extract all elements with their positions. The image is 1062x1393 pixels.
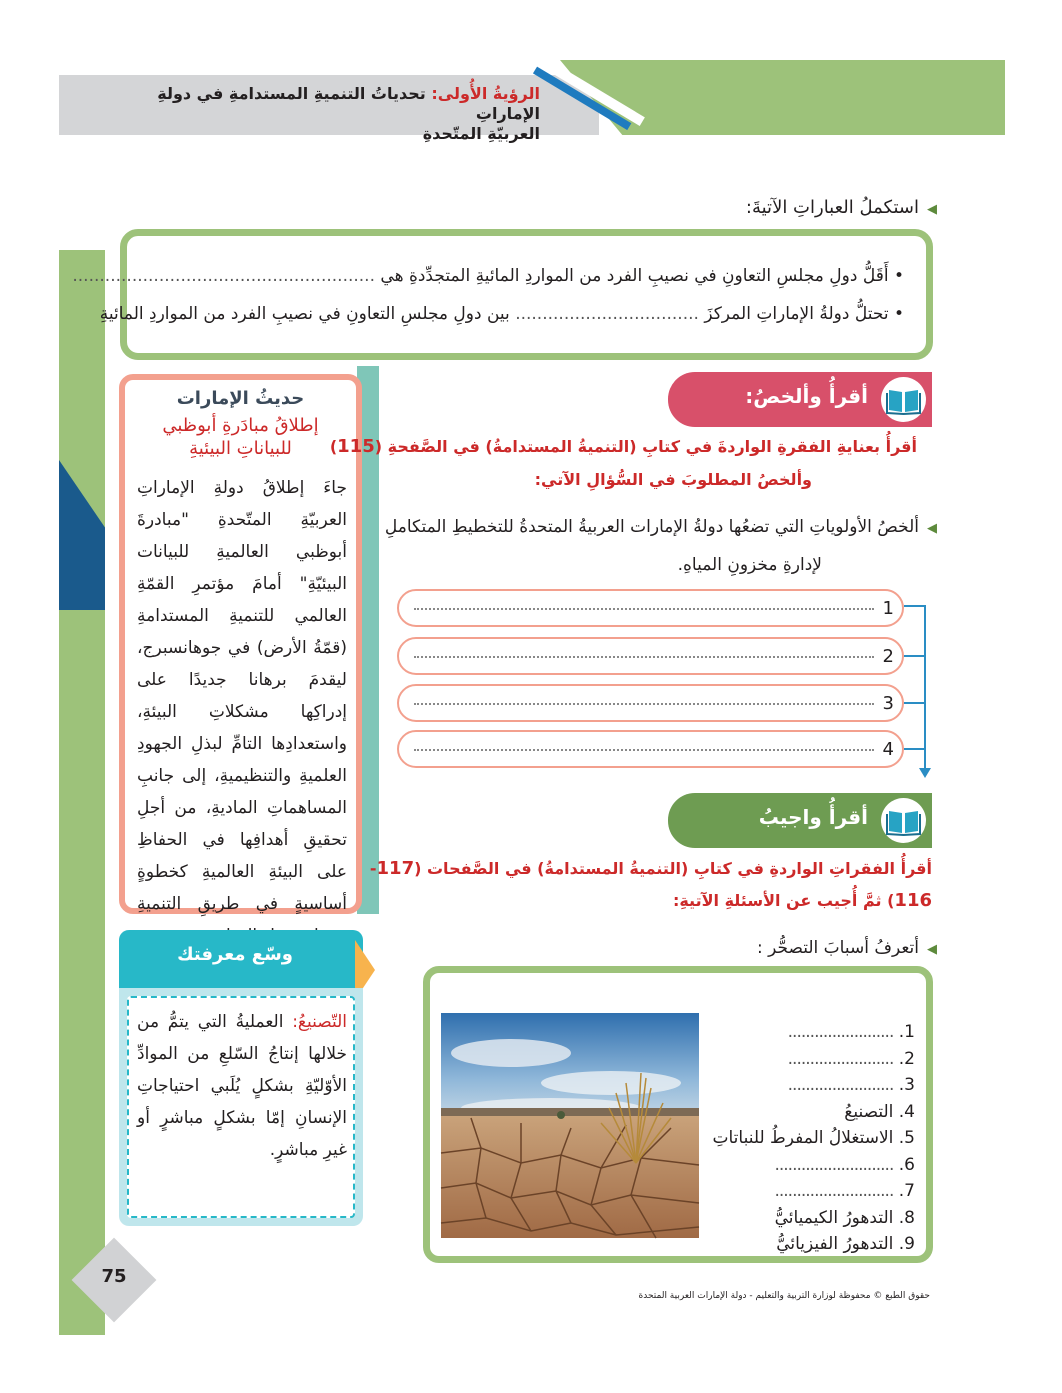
read-answer-banner [668, 793, 932, 848]
emirates-news-box [119, 374, 362, 914]
news-subtitle: إطلاقُ مبادَرةِ أبوظبي للبياناتِ البيئيةِ [162, 415, 319, 459]
statement-2: • تحتلُّ دولةُ الإماراتِ المركزَ .................................. بين دولِ مجلسِ التعاونِ في نصيبِ الفرد من المواردِ المائيةِ [99, 304, 904, 324]
blank-line[interactable]: ........................... [774, 1181, 894, 1201]
answer-line-2[interactable]: 2 [397, 637, 904, 675]
dotted-blank [414, 703, 874, 705]
list-item: 8. التدهورُ الكيميائيُّ [774, 1207, 915, 1228]
desert-photo [441, 1013, 699, 1238]
blank-line[interactable]: ........................... [774, 1154, 894, 1175]
list-item: 7. ........................... [774, 1181, 915, 1201]
arrow-down-icon [919, 768, 931, 778]
knowledge-term: التّصنيعُ: [292, 1012, 347, 1032]
list-item: 9. التدهورُ الفيزيائيُّ [776, 1234, 915, 1254]
book-icon [881, 798, 926, 843]
book-icon [881, 377, 926, 422]
title-line2: العربيّةِ المتّحدةِ [422, 124, 540, 143]
complete-box [72, 229, 933, 360]
desertification-question: ◀أتعرفُ أسبابَ التصحُّر : [756, 938, 937, 958]
answer-instruction-2: 116) ثمَّ أُجيب عن الأسئلةِ الآتيةِ: [672, 890, 932, 911]
list-item: 5. الاستغلالُ المفرطُ للنباتاتِ [712, 1128, 915, 1148]
answer-instruction-1: أقرأُ الفقراتِ الواردةِ في كتابِ (التنميةُ المستدامةُ) في الصَّفحات (117- [369, 858, 932, 879]
knowledge-heading: وسّع معرفتك [177, 944, 293, 965]
summarize-question-2: لإدارةِ مخزونِ المياهِ. [677, 555, 822, 575]
knowledge-header [119, 930, 363, 988]
answer-line-1[interactable]: 1 [397, 589, 904, 627]
bracket-line [924, 605, 926, 770]
dotted-blank [414, 608, 874, 610]
blank-line[interactable]: .................................. [515, 304, 699, 324]
bracket-tick [904, 655, 926, 657]
title-line1: تحدياتُ التنميةِ المستدامةِ في دولةِ الإماراتِ [157, 84, 540, 123]
list-item: 2. ........................ [787, 1048, 915, 1069]
summarize-question: ◀ألخصُ الأولوياتِ التي تضعُها دولةُ الإمارات العربيةُ المتحدةُ للتخطيطِ المتكاملِ [384, 517, 937, 537]
complete-instruction: ◀استكملُ العباراتِ الآتيةَ: [745, 197, 937, 218]
news-title: حديثُ الإمارات [176, 388, 305, 409]
page-title [120, 84, 540, 144]
answer-line-3[interactable]: 3 [397, 684, 904, 722]
triangle-bullet-icon: ◀ [927, 942, 937, 957]
causes-list [705, 1022, 915, 1261]
triangle-bullet-icon: ◀ [927, 202, 937, 217]
left-green-strip [59, 250, 105, 1335]
list-item: 1. ........................ [787, 1022, 915, 1042]
knowledge-box [119, 988, 363, 1226]
blank-line[interactable]: ........................ [787, 1022, 894, 1042]
blank-line[interactable]: ........................ [787, 1075, 894, 1095]
bracket-tick [904, 702, 926, 704]
list-item: 4. التصنيعُ [844, 1101, 915, 1122]
bracket-tick [904, 748, 926, 750]
read-answer-title: أقرأُ واجيبُ [758, 805, 868, 829]
title-label: الرؤيةُ الأُولى: [431, 84, 540, 103]
read-summarize-banner [668, 372, 932, 427]
blank-line[interactable]: ........................ [787, 1048, 894, 1069]
news-body: جاءَ إطلاقُ دولةِ الإماراتِ العربيّةِ المتّحدةِ "مبادرةَ أبوظبي العالميةِ للبيانات البيئيّةِ" أمامَ مؤتمرِ القمّةِ العالمي للتنميةِ المستدامةِ (قمّةُ الأرض) في جوهانسبرج، ليقدمَ برهانا جديدًا على إدراكِها مشكلاتِ البيئةِ، واستعدادِها التامِّ لبذلِ الجهودِ العلميةِ والتنظيميةِ، إلى جانبِ المساهماتِ الماديةِ، من أجلِ تحقيقِ أهدافِها في الحفاظِ على البيئةِ العالميةِ كخطوةٍ أساسيةٍ في طريقِ التنميةِ [137, 478, 347, 914]
dotted-blank [414, 656, 874, 658]
summarize-instruction-2: وألخصُ المطلوبَ في السُّؤالِ الآتي: [534, 470, 812, 489]
dotted-blank [414, 749, 874, 751]
list-item: 3. ........................ [787, 1075, 915, 1095]
page-number: 75 [101, 1266, 127, 1287]
answer-line-4[interactable]: 4 [397, 730, 904, 768]
triangle-bullet-icon: ◀ [927, 521, 937, 536]
summarize-instruction-1: أقرأُ بعنايةِ الفقرةِ الواردةَ في كتابِ (التنميةُ المستدامةُ) في الصَّفحةِ (115) [329, 436, 917, 457]
list-item: 6. ........................... [774, 1154, 915, 1175]
statement-1: • أَقَلُّ دولِ مجلسِ التعاونِ في نصيبِ الفرد من المواردِ المائيةِ المتجدِّدةِ هي ........................................................ [72, 266, 904, 286]
knowledge-text: التّصنيعُ: العمليةُ التي يتمُّ من خلالها إنتاجُ السّلعِ من الموادِّ الأوّليّةِ بشكلٍ يُلَبي احتياجاتِ الإنسانِ إمّا بشكلٍ مباشرٍ أو غيرِ مباشرٍ. [137, 1012, 347, 1160]
blank-line[interactable]: ........................................................ [72, 266, 375, 286]
knowledge-inner [127, 996, 355, 1218]
bracket-tick [904, 605, 926, 607]
copyright-text: حقوق الطبع © محفوظة لوزارة التربية والتعليم - دولة الإمارات العربية المتحدة [638, 1291, 930, 1301]
read-summarize-title: أقرأُ وألخصُ: [745, 384, 868, 408]
